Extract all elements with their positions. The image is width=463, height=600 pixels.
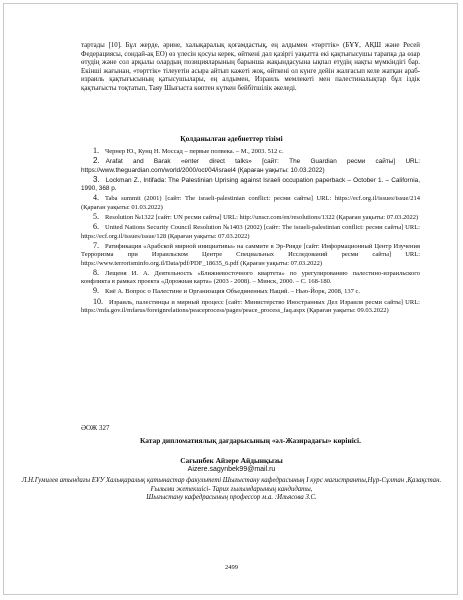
affiliation-line: Шығыстану кафедрасының профессор м.а. :Ильясова З.С. [146, 494, 317, 502]
article-title: Катар дипломатиялық дағдарысының «әл-Жазирадағы» көрінісі. [140, 436, 361, 445]
intro-paragraph: тартады [10]. Бұл жерде, әрине, халықаралық қоғамдастық, ең алдымен «төрттік» (БҰҰ, АҚШ және Ресей Федерациясы, сондай-ақ ЕО) өз үлесін қосуы керек, өйткені дәл қазіргі уақытта екі қақтығысушы тарапқа да өзар өтудің және сол арқылы олардың позицияларының барынша жақындасуына ықпал етудің нақты мүмкіндігі бар. Екінші жағынан, «төрттік» тілеуетін асыра айтып кажеті жоқ, өйткені ол күнге дейін жалғасып келе жатқан араб-израиль қақтығысының қатысушылары, ең алдымен, Израиль мемлекеті мен палестиналықтар бұл іздік қақтығысты тоқтатып, Таяу Шығыста көптен күткен бейбітшілік әкеледі. [81, 42, 420, 92]
reference-item: 4. Taba summit (2001) [сайт: The israeli-palestinian conflict: ресми сайты] URL: https://ecf.org.il/issues/issue/214 (Қараған уақыты: 01.03.2022) [81, 193, 420, 211]
references-list [81, 147, 420, 316]
references-title: Қолданылған әдебиеттер тізімі [180, 134, 283, 143]
page-number: 2499 [225, 564, 238, 571]
affiliation-line: Ғылыми жетекшісі- Тарих ғылымдарының кандидаты, [150, 485, 313, 493]
reference-item: 1. Чернер Ю., Кунц Н. Моссад – первые полвека. – М., 2003. 512 с. [93, 146, 284, 155]
reference-item: 6. United Nations Security Council Resolution №1403 (2002) [сайт: The israeli-palestinian conflict: ресми сайты] URL: https://ecf.org.il/issues/issue/128 (Қараған уақыты: 07.03.2022) [81, 222, 420, 240]
reference-item: 7. Ратификация «Арабской мирной инициативы» на саммите в Эр-Рияде [сайт: Информационный Центр Изучения Терроризма при Израильском Центре Специальных Исследований ресми сайты] URL: https://www.terrorisminfo.org.il/Data/pdf/PDF_18635_6.pdf (Қараған уақыты: 07.03.2022) [81, 240, 420, 267]
reference-item: 9. Киё А. Вопрос о Палестине и Организация Объединенных Наций. – Нью-Йорк, 2008, 137 с. [93, 286, 360, 296]
reference-item: 10. Израиль, палестинцы и мирный процесс [сайт: Министерство Иностранных Дел Израиля ресми сайты] URL: https://mfa.gov.il/mfarus/foreignrelations/peaceprocess/pages/peace_process_faq.aspx (Қараған уақыты: 09.03.2022) [81, 296, 420, 315]
author-email: Aizere.sagynbek99@mail.ru [187, 466, 276, 473]
reference-item: 3. Lockman Z., Intifada: The Palestinian Uprising against Israeli occupation paperback – October 1. – California, 1990, 368 p. [81, 174, 420, 193]
author-name: Сағынбек Айзере Айдынқызы [180, 456, 283, 465]
udc-code: ӘОЖ 327 [81, 424, 110, 432]
reference-item: 2. Arafat and Barak «enter direct talks» [сайт: The Guardian ресми сайты] URL: https://www.theguardian.com/world/2000/oct/04/israel4 (Қараған уақыты: 10.03.2022) [81, 156, 420, 174]
author-affiliation [0, 477, 463, 503]
affiliation-line: Л.Н.Гумилев атындағы ЕҰУ Халықаралық қатынастар факультеті Шығыстану кафедрасының I курс магистранты,Нұр-Сұлтан ,Қазақстан. [21, 477, 442, 484]
reference-item: 5. Resolution №1322 [сайт: UN ресми сайты] URL: http://unscr.com/en/resolutions/1322 (Қараған уақыты: 07.03.2022) [93, 212, 419, 222]
reference-item: 8. Лещеня И. А. Деятельность «Ближневосточного квартета» по урегулированию палестино-израильского конфликта в рамках проекта «Дорожная карта» (2003 - 2008). – Минск, 2000. – С. 168-180. [81, 267, 420, 286]
